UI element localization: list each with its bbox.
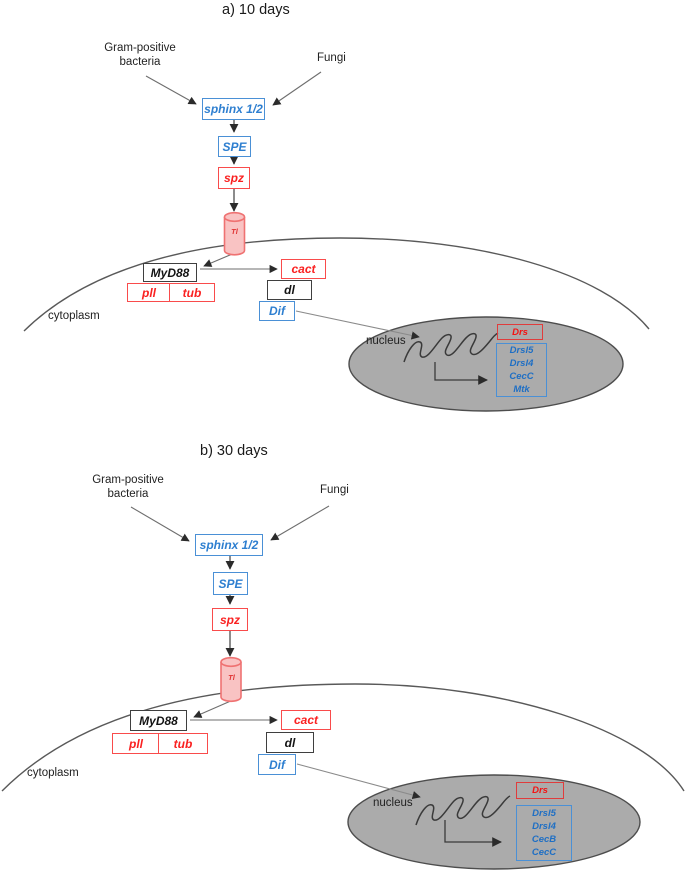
spe-node-a: SPE: [218, 136, 251, 157]
spz-node-a: spz: [218, 167, 250, 189]
pll-node-a: pll: [127, 283, 171, 302]
gene-item: CecC: [509, 371, 534, 382]
dl-node-a: dl: [267, 280, 312, 300]
cact-node-b: cact: [281, 710, 331, 730]
fungi-label-a: Fungi: [317, 52, 346, 64]
tub-node-a: tub: [169, 283, 215, 302]
nucleus-label-b: nucleus: [373, 797, 413, 809]
gene-item: Drsl5: [532, 808, 556, 819]
dl-node-b: dl: [266, 732, 314, 753]
gram-positive-label-b: Gram-positive bacteria: [92, 474, 164, 500]
tub-node-b: tub: [158, 733, 208, 754]
gene-item: CecC: [531, 847, 557, 858]
drs-gene-box-b: [516, 782, 564, 799]
drs-gene-a: Drs: [512, 326, 528, 338]
gene-item: CecB: [531, 834, 557, 845]
arrow-dif-to-nucleus-a: [296, 311, 419, 337]
cell-membrane-b: [2, 684, 684, 791]
myd88-node-a: MyD88: [143, 263, 197, 282]
arrow-fungi-to-sphinx-b: [271, 506, 329, 540]
dif-node-b: Dif: [258, 754, 296, 775]
gram-positive-label-a: Gram-positive bacteria: [104, 42, 176, 68]
gene-item: Drsl5: [509, 345, 534, 356]
pll-node-b: pll: [112, 733, 160, 754]
arrow-fungi-to-sphinx-a: [273, 72, 321, 105]
cact-node-a: cact: [281, 259, 326, 279]
cell-membrane-a: [24, 238, 649, 331]
arrow-tl-to-myd88-b: [194, 700, 233, 717]
gene-list-box-b: [516, 805, 572, 861]
gene-item: Mtk: [513, 384, 530, 395]
spz-node-b: spz: [212, 608, 248, 631]
panel-a-graphics: [24, 72, 649, 411]
drs-gene-b: Drs: [532, 785, 548, 796]
toll-receptor-label-a: Tl: [231, 227, 238, 236]
sphinx-node-b: sphinx 1/2: [195, 534, 263, 556]
gene-list-box-a: [496, 343, 547, 397]
arrow-gram-to-sphinx-a: [146, 76, 196, 104]
panel-b-graphics: [2, 506, 684, 869]
fungi-label-b: Fungi: [320, 484, 349, 496]
spe-node-b: SPE: [213, 572, 248, 595]
panel-a-title: a) 10 days: [222, 2, 290, 18]
dif-node-a: Dif: [259, 301, 295, 321]
cytoplasm-label-a: cytoplasm: [48, 310, 100, 322]
arrow-dif-to-nucleus-b: [297, 764, 420, 797]
gene-item: Drsl4: [509, 358, 534, 369]
arrow-gram-to-sphinx-b: [131, 507, 189, 541]
sphinx-node-a: sphinx 1/2: [202, 98, 265, 120]
nucleus-label-a: nucleus: [366, 335, 406, 347]
toll-receptor-label-b: Tl: [228, 673, 235, 682]
drs-gene-box-a: [497, 324, 543, 340]
panel-b-title: b) 30 days: [200, 443, 268, 459]
toll-receptor-cap-a: [225, 213, 245, 222]
myd88-node-b: MyD88: [130, 710, 187, 731]
cytoplasm-label-b: cytoplasm: [27, 767, 79, 779]
gene-item: Drsl4: [532, 821, 556, 832]
toll-receptor-cap-b: [221, 658, 241, 667]
